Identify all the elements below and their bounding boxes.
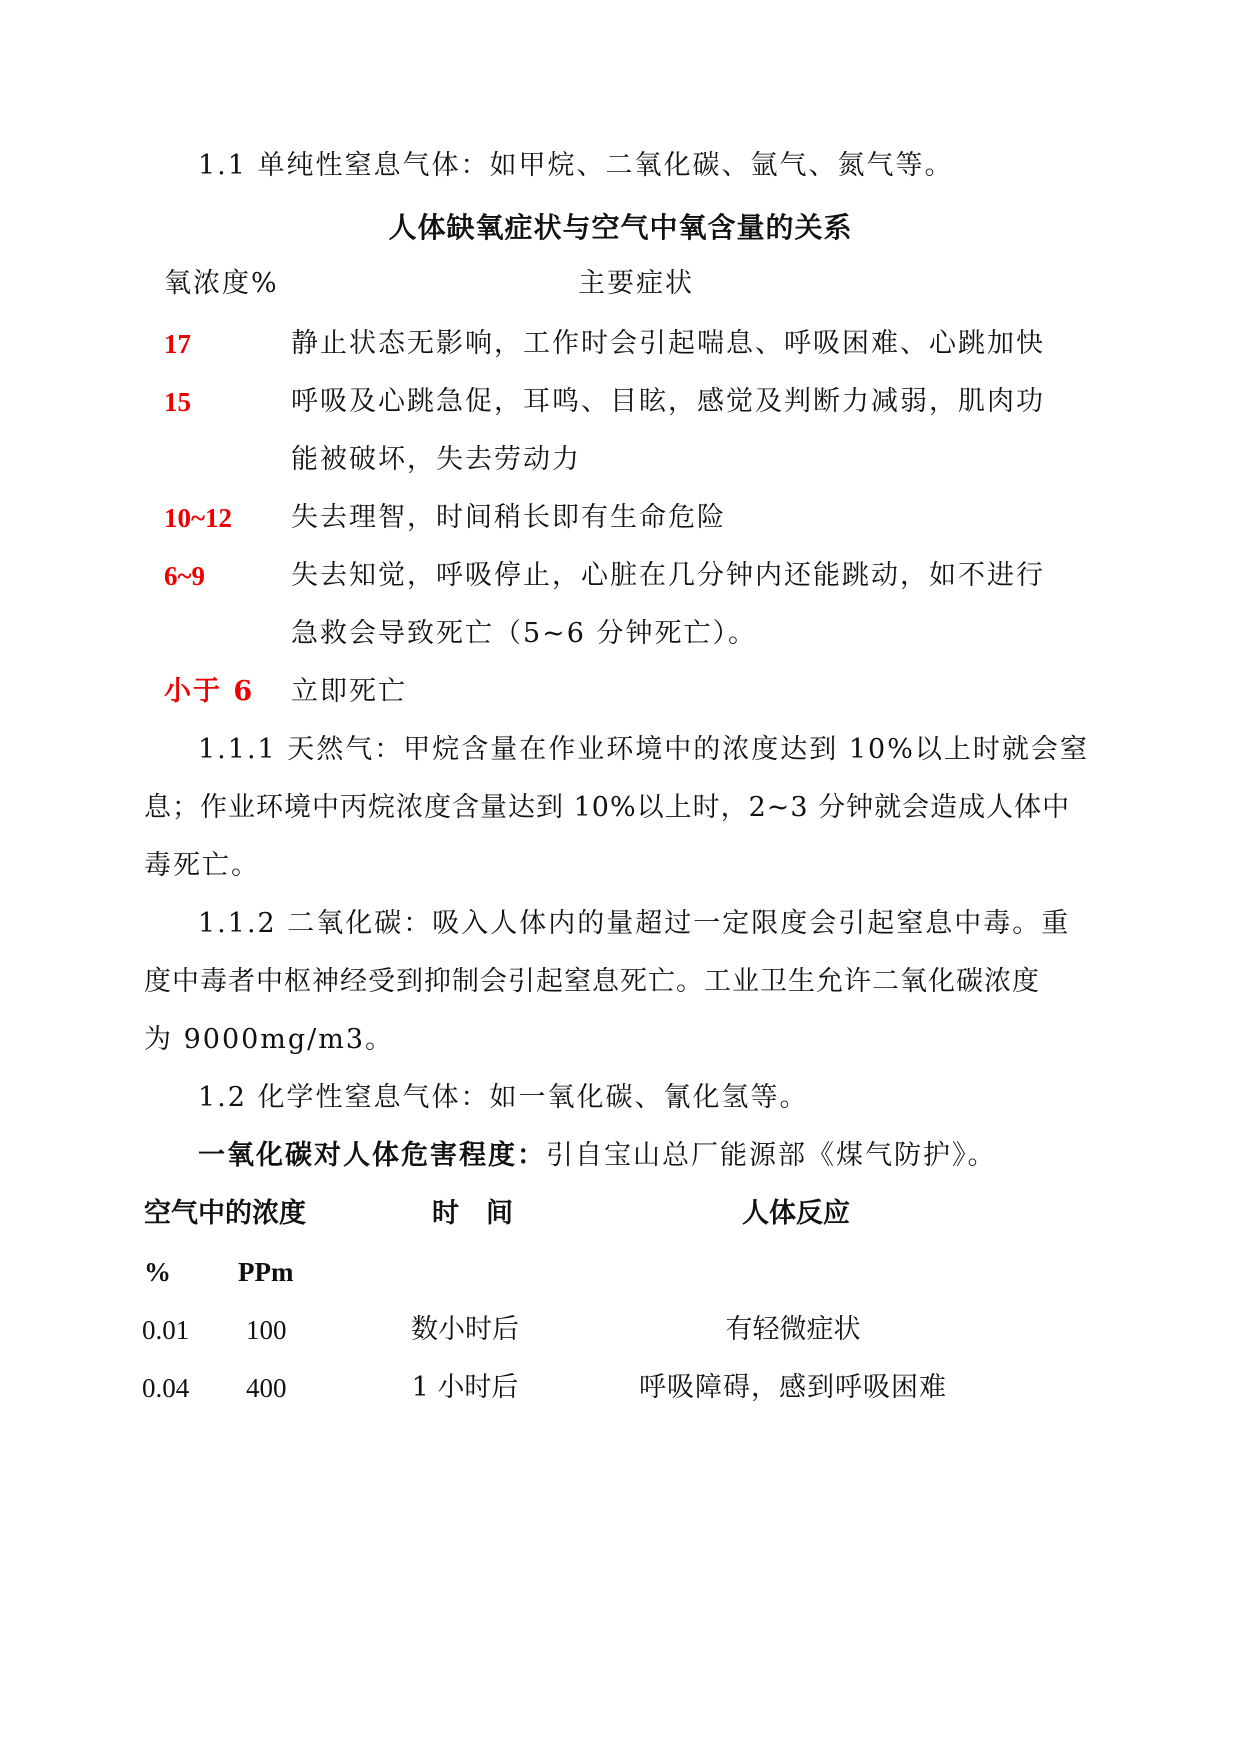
table1-row-symptom: 失去知觉，呼吸停止，心脏在几分钟内还能跳动，如不进行 [291, 560, 1045, 591]
section-1-1-1-line: 息；作业环境中丙烷浓度含量达到 10%以上时，2~3 分钟就会造成人体中 [144, 792, 1071, 823]
table1-row-symptom: 立即死亡 [291, 676, 407, 707]
section-1-1-1-line: 毒死亡。 [144, 850, 260, 881]
section-1-1-1-line: 1.1.1 天然气：甲烷含量在作业环境中的浓度达到 10%以上时就会窒 [198, 734, 1089, 765]
table1-row-symptom: 静止状态无影响，工作时会引起喘息、呼吸困难、心跳加快 [291, 328, 1045, 359]
co-row-reaction: 呼吸障碍，感到呼吸困难 [639, 1372, 947, 1403]
table1-row-concentration: 17 [164, 329, 191, 359]
table1-row-symptom-continued: 能被破坏，失去劳动力 [291, 444, 581, 475]
co-header-concentration: 空气中的浓度 [144, 1198, 306, 1229]
co-subheader-percent: % [144, 1257, 171, 1287]
co-row-ppm: 400 [246, 1373, 287, 1403]
co-heading [198, 1136, 997, 1176]
co-row-ppm: 100 [246, 1315, 287, 1345]
table1-title: 人体缺氧症状与空气中氧含量的关系 [388, 211, 853, 244]
co-subheader-ppm: PPm [238, 1257, 294, 1287]
co-row-time: 数小时后 [411, 1314, 519, 1345]
section-1-1-2-line: 1.1.2 二氧化碳：吸入人体内的量超过一定限度会引起窒息中毒。重 [198, 908, 1071, 939]
section-1-1-2-line: 为 9000mg/m3。 [144, 1024, 395, 1055]
co-row-percent: 0.04 [142, 1373, 190, 1403]
co-row-percent: 0.01 [142, 1315, 190, 1345]
table1-row-symptom-continued: 急救会导致死亡（5~6 分钟死亡）。 [291, 618, 758, 649]
co-heading-bold: 一氧化碳对人体危害程度： [198, 1140, 546, 1171]
section-1-1-2-line: 度中毒者中枢神经受到抑制会引起窒息死亡。工业卫生允许二氧化碳浓度 [144, 966, 1040, 997]
co-row-time: 1 小时后 [411, 1372, 519, 1403]
table1-row-concentration: 15 [164, 387, 191, 417]
section-1-1: 1.1 单纯性窒息气体：如甲烷、二氧化碳、氩气、氮气等。 [198, 150, 954, 181]
table1-row-concentration: 10~12 [164, 503, 233, 533]
table1-row-symptom: 失去理智，时间稍长即有生命危险 [291, 502, 726, 533]
table1-header-symptom: 主要症状 [578, 268, 694, 299]
co-row-reaction: 有轻微症状 [725, 1314, 861, 1345]
co-heading-source: 引自宝山总厂能源部《煤气防护》。 [546, 1140, 997, 1171]
table1-row-symptom: 呼吸及心跳急促，耳鸣、目眩，感觉及判断力减弱，肌肉功 [291, 386, 1045, 417]
co-header-time: 时 间 [432, 1198, 513, 1229]
table1-row-concentration: 小于 6 [164, 676, 255, 707]
table1-header-concentration: 氧浓度% [164, 268, 279, 299]
table1-row-concentration: 6~9 [164, 561, 206, 591]
co-header-reaction: 人体反应 [742, 1198, 850, 1229]
section-1-2: 1.2 化学性窒息气体：如一氧化碳、氰化氢等。 [198, 1082, 809, 1113]
